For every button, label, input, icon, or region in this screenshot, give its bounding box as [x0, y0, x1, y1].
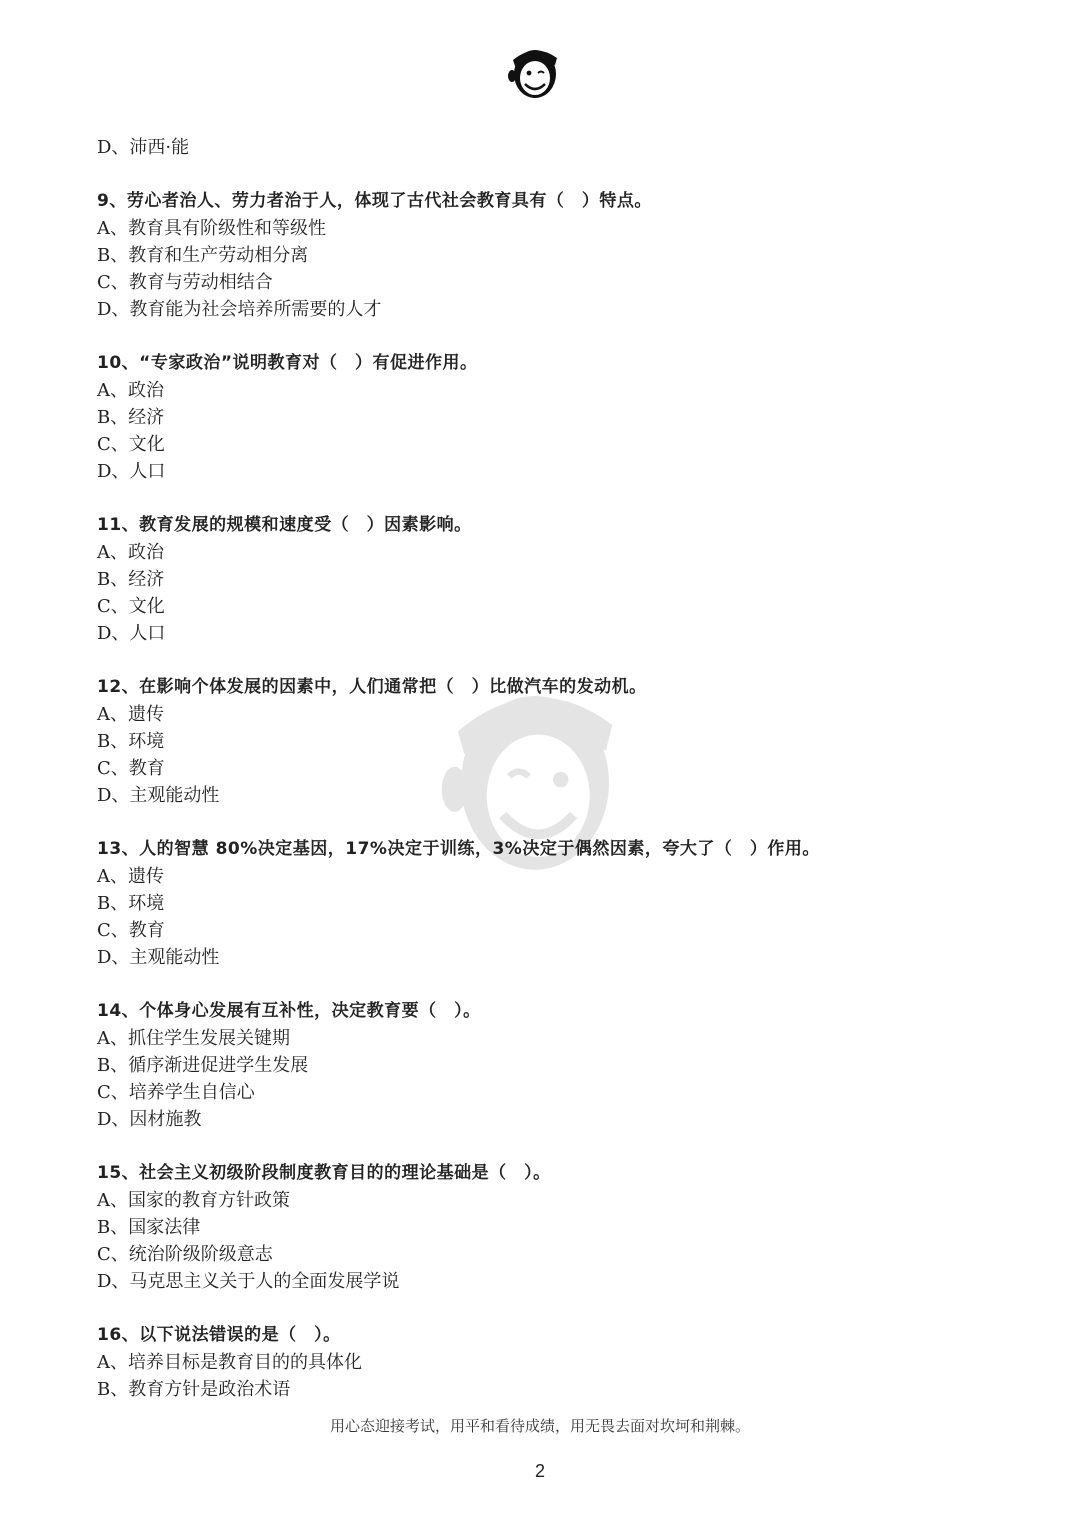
option-a: A、遗传 — [97, 704, 164, 725]
option-c: C、文化 — [97, 596, 165, 617]
option-c: C、教育与劳动相结合 — [97, 272, 273, 293]
option-d: D、人口 — [97, 623, 166, 644]
option-d: D、人口 — [97, 461, 166, 482]
question-stem: 15、社会主义初级阶段制度教育目的的理论基础是（ ）。 — [97, 1163, 551, 1183]
option-b: B、国家法律 — [97, 1217, 201, 1238]
option-a: A、抓住学生发展关键期 — [97, 1028, 290, 1049]
option-a: A、政治 — [97, 380, 164, 401]
question-11 — [97, 512, 997, 647]
monkey-mascot-icon — [503, 38, 567, 102]
option-d: D、主观能动性 — [97, 947, 220, 968]
question-16 — [97, 1322, 997, 1403]
question-stem: 10、“专家政治”说明教育对（ ）有促进作用。 — [97, 353, 478, 373]
question-list — [97, 134, 997, 1403]
option-d: D、主观能动性 — [97, 785, 220, 806]
option-a: A、培养目标是教育目的的具体化 — [97, 1352, 362, 1373]
option-b: B、经济 — [97, 569, 165, 590]
option-b: B、环境 — [97, 893, 165, 914]
option-d: D、因材施教 — [97, 1109, 202, 1130]
option-c: C、统治阶级阶级意志 — [97, 1244, 273, 1265]
option-a: A、政治 — [97, 542, 164, 563]
option-b: B、循序渐进促进学生发展 — [97, 1055, 309, 1076]
option-d: D、教育能为社会培养所需要的人才 — [97, 299, 382, 320]
question-10 — [97, 350, 997, 485]
option-a: A、国家的教育方针政策 — [97, 1190, 290, 1211]
question-9 — [97, 188, 997, 323]
option-c: C、教育 — [97, 758, 165, 779]
question-stem: 16、以下说法错误的是（ ）。 — [97, 1325, 341, 1345]
question-stem: 14、个体身心发展有互补性，决定教育要（ ）。 — [97, 1001, 481, 1021]
question-stem: 9、劳心者治人、劳力者治于人，体现了古代社会教育具有（ ）特点。 — [97, 191, 652, 211]
option-a: A、遗传 — [97, 866, 164, 887]
question-stem: 13、人的智慧 80%决定基因，17%决定于训练，3%决定于偶然因素，夸大了（ ）作用。 — [97, 839, 820, 859]
page-number: 2 — [534, 1461, 545, 1481]
question-13 — [97, 836, 997, 971]
option-b: B、教育方针是政治术语 — [97, 1379, 291, 1400]
option-c: C、教育 — [97, 920, 165, 941]
question-stem: 12、在影响个体发展的因素中，人们通常把（ ）比做汽车的发动机。 — [97, 677, 647, 697]
question-14 — [97, 998, 997, 1133]
option-c: C、培养学生自信心 — [97, 1082, 255, 1103]
option-b: B、经济 — [97, 407, 165, 428]
question-stem: 11、教育发展的规模和速度受（ ）因素影响。 — [97, 515, 472, 535]
question-12 — [97, 674, 997, 809]
option-item: D、沛西·能 — [97, 137, 190, 158]
option-d: D、马克思主义关于人的全面发展学说 — [97, 1271, 400, 1292]
footer-motto: 用心态迎接考试，用平和看待成绩，用无畏去面对坎坷和荆棘。 — [329, 1417, 750, 1435]
question-15 — [97, 1160, 997, 1295]
option-c: C、文化 — [97, 434, 165, 455]
option-b: B、环境 — [97, 731, 165, 752]
option-b: B、教育和生产劳动相分离 — [97, 245, 309, 266]
option-a: A、教育具有阶级性和等级性 — [97, 218, 326, 239]
